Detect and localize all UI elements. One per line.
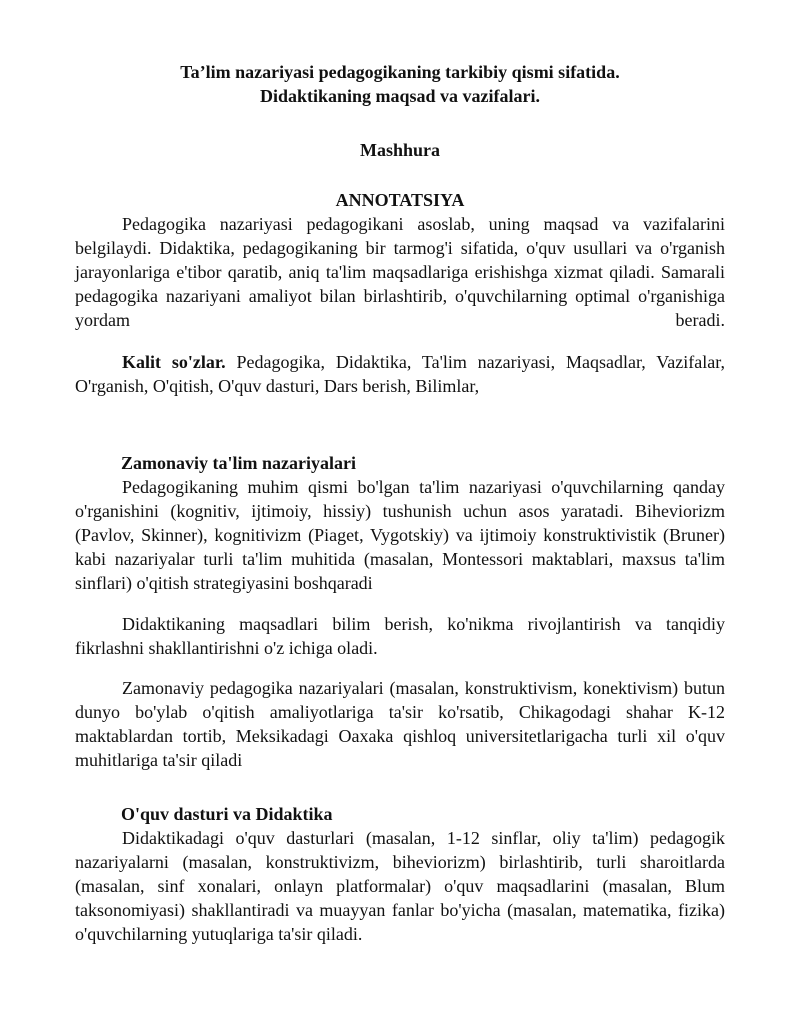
abstract-body: Pedagogika nazariyasi pedagogikani asoslab, uning maqsad va vazifalarini belgilaydi. Didaktika, pedagogikaning bir tarmog'i sifatida, o'quv usullari va o'rganish jarayonlariga e'tibor qaratib, aniq ta'lim maqsadlariga erishishga xizmat qiladi. Samarali pedagogika nazariyani amaliyot bilan birlashtirib, o'quvchilarning optimal o'rganishiga yordam beradi. — [75, 214, 725, 330]
keywords-text: Pedagogika, Didaktika, Ta'lim nazariyasi, Maqsadlar, Vazifalar, O'rganish, O'qitish, O'quv dasturi, Dars berish, Bilimlar, — [75, 352, 725, 396]
section-heading-zamonaviy: Zamonaviy ta'lim nazariyalari — [121, 453, 356, 473]
section1-paragraph-1: Pedagogikaning muhim qismi bo'lgan ta'lim nazariyasi o'quvchilarning qanday o'rganishini (kognitiv, ijtimoiy, hissiy) tushunish uchun asos yaratadi. Biheviorizm (Pavlov, Skinner), kognitivizm (Piaget, Vygotskiy) va ijtimoiy konstruktivistik (Bruner) kabi nazariyalar turli ta'lim muhitida (masalan, Montessori maktablari, maxsus ta'lim sinflari) o'qitish strategiyasini boshqaradi — [75, 477, 725, 593]
document-page — [75, 60, 725, 944]
section-heading-oquv-dasturi: O'quv dasturi va Didaktika — [121, 804, 333, 824]
keywords-label: Kalit so'zlar. — [122, 352, 226, 372]
keywords-paragraph — [75, 350, 725, 398]
document-title-line-2: Didaktikaning maqsad va vazifalari. — [259, 86, 541, 106]
abstract-heading: ANNOTATSIYA — [335, 190, 465, 210]
section1-paragraph-3: Zamonaviy pedagogika nazariyalari (masalan, konstruktivism, konektivism) butun dunyo bo'ylab o'qitish amaliyotlariga ta'sir ko'rsatib, Chikagodagi shahar K-12 maktablardan tortib, Meksikadagi Oaxaka qishloq universitetlarigacha turli xil o'quv muhitlariga ta'sir qiladi — [75, 678, 725, 770]
document-title-line-1: Ta’lim nazariyasi pedagogikaning tarkibiy qismi sifatida. — [180, 62, 620, 82]
section2-paragraph-1: Didaktikadagi o'quv dasturlari (masalan, 1-12 sinflar, oliy ta'lim) pedagogik nazariyalarni (masalan, konstruktivizm, biheviorizm) birlashtirib, turli sharoitlarda (masalan, sinf xonalari, onlayn platformalar) o'quv maqsadlarini (masalan, Blum taksonomiyasi) shakllantiradi va muayyan fanlar bo'yicha (masalan, matematika, fizika) o'quvchilarning yutuqlariga ta'sir qiladi. — [75, 828, 725, 944]
author-name: Mashhura — [359, 140, 440, 160]
section1-paragraph-2: Didaktikaning maqsadlari bilim berish, ko'nikma rivojlantirish va tanqidiy fikrlashni shakllantirishni o'z ichiga oladi. — [75, 614, 725, 658]
